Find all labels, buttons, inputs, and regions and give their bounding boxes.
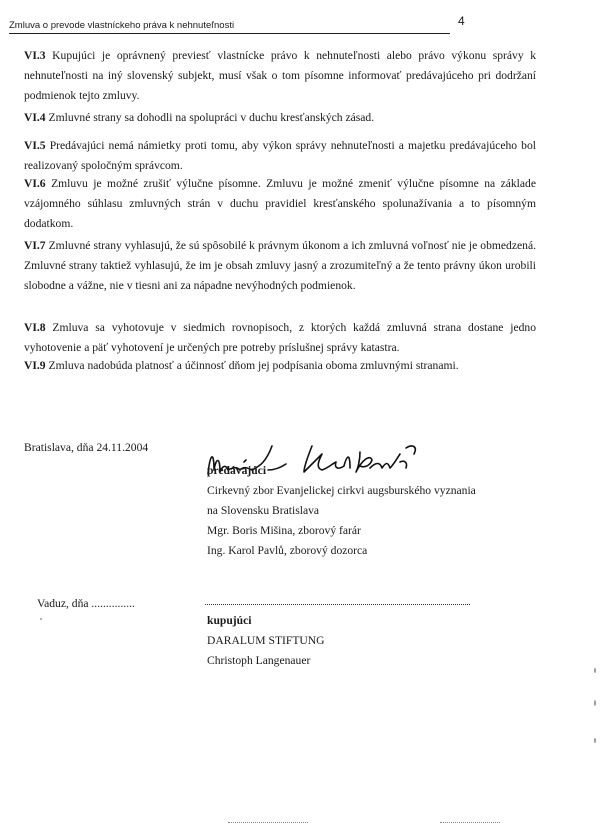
- buyer-signature-line: [205, 604, 470, 605]
- section-number: VI.7: [24, 239, 46, 252]
- paragraph-vi8: [24, 318, 536, 358]
- paragraph-vi5: [24, 136, 536, 176]
- buyer-place-date: Vaduz, dňa ...............: [37, 597, 135, 610]
- paragraph-vi6: [24, 174, 536, 234]
- section-number: VI.9: [24, 359, 46, 372]
- seller-block: [207, 461, 476, 561]
- paragraph-text: Zmluva nadobúda platnosť a účinnosť dňom jej podpísania oboma zmluvnými stranami.: [48, 359, 459, 372]
- scan-speck: [40, 618, 42, 620]
- seller-line: Mgr. Boris Mišina, zborový farár: [207, 524, 361, 537]
- paragraph-text: Predávajúci nemá námietky proti tomu, aby výkon správy nehnuteľnosti a majetku predávajúceho bol realizovaný spoločným správcom.: [24, 139, 536, 172]
- header-rule: [9, 33, 450, 34]
- paragraph-vi3: [24, 46, 536, 106]
- paragraph-vi9: [24, 356, 536, 376]
- scan-edge-mark: [228, 822, 308, 823]
- section-number: VI.4: [24, 111, 46, 124]
- section-number: VI.5: [24, 139, 46, 152]
- section-number: VI.3: [24, 49, 46, 62]
- scan-edge-mark: [440, 822, 500, 823]
- paragraph-text: Zmluvné strany sa dohodli na spolupráci v duchu kresťanských zásad.: [48, 111, 375, 124]
- seller-line: Cirkevný zbor Evanjelickej cirkvi augsburského vyznania: [207, 484, 476, 497]
- seller-line: Ing. Karol Pavlů, zborový dozorca: [207, 544, 368, 557]
- paragraph-text: Zmluvné strany vyhlasujú, že sú spôsobilé k právnym úkonom a ich zmluvná voľnosť nie je obmedzená. Zmluvné strany taktiež vyhlasujú, že im je obsah zmluvy jasný a zrozumiteľný a že tento právny úkon urobili slobodne a vážne, nie v tiesni ani za nápadne nevýhodných podmienok.: [24, 239, 536, 292]
- paragraph-text: Kupujúci je oprávnený previesť vlastnícke právo k nehnuteľnosti alebo právo výkonu správy k nehnuteľnosti na iný slovenský subjekt, musí však o tom písomne informovať predávajúceho pri dodržaní podmienok tejto zmluvy.: [24, 49, 537, 102]
- seller-place-date: Bratislava, dňa 24.11.2004: [24, 441, 149, 454]
- scan-speck: [594, 700, 596, 706]
- seller-role: predávajúci: [207, 464, 267, 477]
- paragraph-text: Zmluva sa vyhotovuje v siedmich rovnopisoch, z ktorých každá zmluvná strana dostane jedno vyhotovenie a päť vyhotovení je určených pre potreby príslušnej správy katastra.: [24, 321, 536, 354]
- paragraph-vi7: [24, 236, 536, 296]
- section-number: VI.8: [24, 321, 46, 334]
- buyer-line: DARALUM STIFTUNG: [207, 634, 325, 647]
- buyer-role: kupujúci: [207, 614, 252, 627]
- buyer-block: [207, 611, 325, 671]
- section-number: VI.6: [24, 177, 46, 190]
- buyer-line: Christoph Langenauer: [207, 654, 311, 667]
- document-header-title: Zmluva o prevode vlastníckeho práva k nehnuteľnosti: [9, 20, 235, 31]
- scan-speck: [594, 738, 596, 743]
- paragraph-vi4: [24, 108, 536, 128]
- paragraph-text: Zmluvu je možné zrušiť výlučne písomne. Zmluvu je možné zmeniť výlučne písomne na základe vzájomného súhlasu zmluvných strán v duchu pravidiel kresťanského spolunažívania a to písomným dodatkom.: [24, 177, 536, 230]
- page-number: 4: [458, 14, 465, 28]
- seller-line: na Slovensku Bratislava: [207, 504, 320, 517]
- scan-speck: [594, 668, 596, 673]
